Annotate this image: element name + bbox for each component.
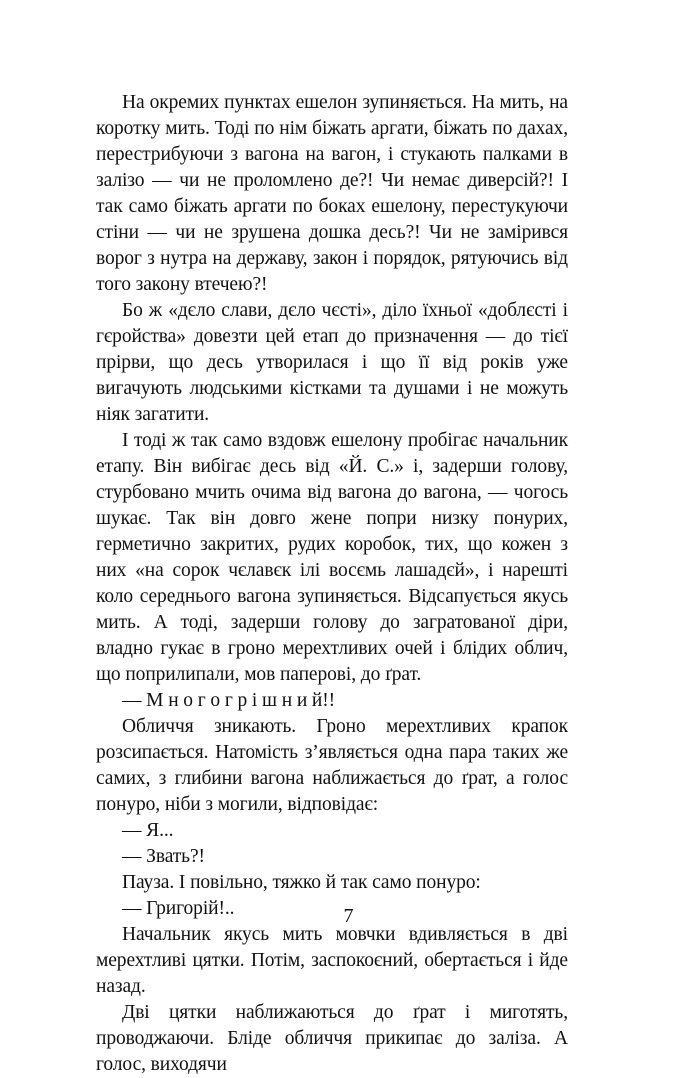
body-text (96, 90, 568, 1078)
paragraph: І тоді ж так само вздовж ешелону пробігає начальник етапу. Він вибігає десь від «Й. С.» і, задерши голову, стурбовано мчить очима від вагона до вагона, — чогось шукає. Так він довго жене попри низку понурих, герметично закритих, рудих коробок, тих, що кожен з них «на сорок чєлавєк ілі восємь лашадєй», і нарешті коло середнього вагона зупиняється. Відсапується якусь мить. А тоді, задерши голову до загратованої діри, владно гукає в гроно мерехтливих очей і блідих облич, що поприлипали, мов паперові, до ґрат. (96, 430, 568, 685)
paragraph: Обличчя зникають. Гроно мерехтливих крапок розсипається. Натомість з’являється одна пара таких же самих, з глибини вагона наближається до ґрат, а голос понуро, ніби з могили, відповідає: (96, 716, 568, 815)
paragraph: — Григорій!.. (122, 898, 235, 919)
paragraph: На окремих пунктах ешелон зупиняється. На мить, на коротку мить. Тоді по нім біжать аргати, біжать по дахах, перестрибуючи з вагона на вагон, і стукають палками в залізо — чи не проломлено де?! Чи немає диверсій?! І так само біжать аргати по боках ешелону, перестукуючи стіни — чи не зрушена дошка десь?! Чи не замірився ворог з нутра на державу, закон і порядок, рятуючись від того закону втечею?! (96, 92, 568, 295)
paragraph: — Звать?! (122, 846, 205, 867)
paragraph: — М н о г о г р і ш н и й!! (122, 690, 336, 711)
paragraph: Бо ж «дєло слави, дєло чєсті», діло їхньої «доблєсті і гєройства» довезти цей етап до призначення — до тієї прірви, що десь утворилася і що її від років уже вигачують людськими кістками та душами і не можуть ніяк загатити. (96, 300, 568, 425)
page-number: 7 (343, 905, 354, 927)
paragraph: Начальник якусь мить мовчки вдивляється в дві мерехтливі цятки. Потім, заспокоєний, обертається і йде назад. (96, 924, 568, 997)
paragraph: — Я... (122, 820, 174, 841)
paragraph: Пауза. І повільно, тяжко й так само понуро: (122, 872, 481, 893)
paragraph: Дві цятки наближаються до ґрат і миготять, проводжаючи. Бліде обличчя прикипає до заліза. А голос, виходячи (96, 1002, 568, 1075)
